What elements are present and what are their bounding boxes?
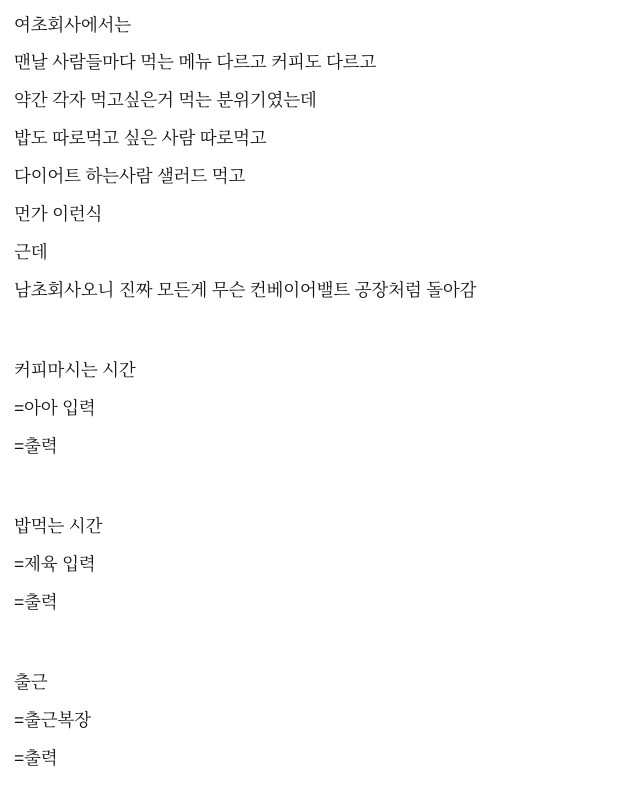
paragraph-spacer xyxy=(14,310,624,352)
text-line xyxy=(14,546,624,584)
text-line xyxy=(14,82,624,120)
section-heading-text: 커피마시는 시간 xyxy=(14,360,136,381)
text-line xyxy=(14,390,624,428)
section-heading xyxy=(14,352,624,390)
text-line xyxy=(14,428,624,466)
text-line xyxy=(14,158,624,196)
text-line-content: 근데 xyxy=(14,242,48,263)
text-line-content: 여초회사에서는 xyxy=(14,15,131,36)
text-line xyxy=(14,8,624,44)
text-line xyxy=(14,44,624,82)
section-work xyxy=(14,664,624,778)
section-coffee xyxy=(14,352,624,466)
text-line-content: 다이어트 하는사람 샐러드 먹고 xyxy=(14,166,246,187)
text-line xyxy=(14,234,624,272)
text-line-content: 맨날 사람들마다 먹는 메뉴 다르고 커피도 다르고 xyxy=(14,52,377,73)
section-meal xyxy=(14,508,624,622)
text-line xyxy=(14,272,624,310)
text-line xyxy=(14,196,624,234)
section-spacer xyxy=(14,466,624,508)
text-line-content: 남초회사오니 진짜 모든게 무슨 컨베이어밸트 공장처럼 돌아감 xyxy=(14,280,477,301)
text-line-content: =출력 xyxy=(14,748,58,769)
text-line-content: =출력 xyxy=(14,436,58,457)
section-heading xyxy=(14,508,624,546)
text-line xyxy=(14,584,624,622)
text-line-content: =출근복장 xyxy=(14,710,91,731)
text-line xyxy=(14,702,624,740)
section-heading-text: 출근 xyxy=(14,672,48,693)
text-line xyxy=(14,120,624,158)
section-spacer xyxy=(14,622,624,664)
text-line-content: =아아 입력 xyxy=(14,398,96,419)
paragraph-block-1 xyxy=(14,8,624,310)
section-heading-text: 밥먹는 시간 xyxy=(14,516,103,537)
text-line-content: =출력 xyxy=(14,592,58,613)
text-line-content: 밥도 따로먹고 싶은 사람 따로먹고 xyxy=(14,128,267,149)
section-heading xyxy=(14,664,624,702)
text-line xyxy=(14,740,624,778)
text-line-content: =제육 입력 xyxy=(14,554,96,575)
text-line-content: 약간 각자 먹고싶은거 먹는 분위기였는데 xyxy=(14,90,317,111)
text-line-content: 먼가 이런식 xyxy=(14,204,103,225)
